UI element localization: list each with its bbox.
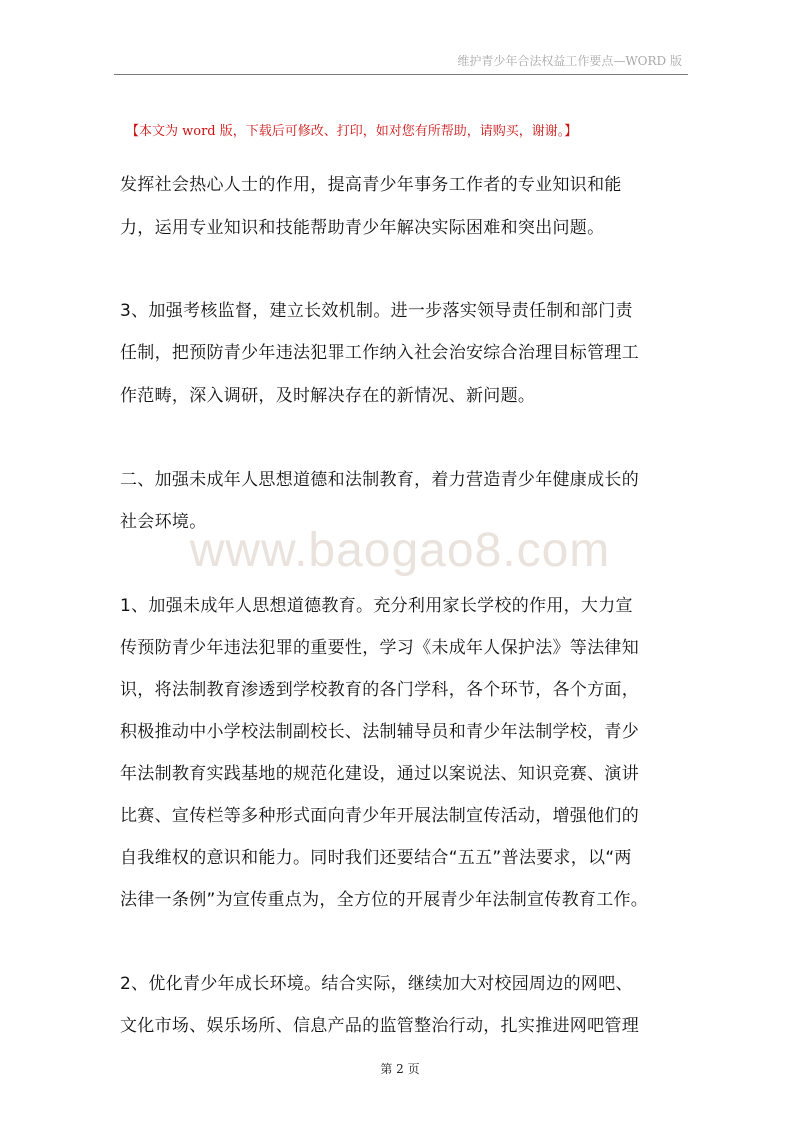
text-line: 文化市场、娱乐场所、信息产品的监管整治行动，扎实推进网吧管理 bbox=[120, 1016, 639, 1036]
text-line: 作范畴，深入调研，及时解决存在的新情况、新问题。 bbox=[120, 386, 536, 406]
text-line: 力，运用专业知识和技能帮助青少年解决实际困难和突出问题。 bbox=[120, 218, 605, 238]
text-line: 自我维权的意识和能力。同时我们还要结合“五五”普法要求，以“两 bbox=[120, 848, 632, 868]
text-line: 年法制教育实践基地的规范化建设，通过以案说法、知识竞赛、演讲 bbox=[120, 764, 639, 784]
header-divider bbox=[114, 74, 688, 75]
text-line: 识，将法制教育渗透到学校教育的各门学科，各个环节，各个方面， bbox=[120, 680, 639, 700]
text-line: 1、加强未成年人思想道德教育。充分利用家长学校的作用，大力宣 bbox=[120, 596, 633, 616]
page-number: 第 2 页 bbox=[380, 1062, 420, 1076]
text-line: 社会环境。 bbox=[120, 512, 207, 532]
text-line: 任制，把预防青少年违法犯罪工作纳入社会治安综合治理目标管理工 bbox=[120, 343, 639, 363]
header-title: 维护青少年合法权益工作要点—WORD 版 bbox=[457, 54, 682, 68]
text-line: 比赛、宣传栏等多种形式面向青少年开展法制宣传活动，增强他们的 bbox=[120, 806, 639, 826]
watermark: www.baogao8.com bbox=[189, 524, 611, 577]
text-line: 传预防青少年违法犯罪的重要性，学习《未成年人保护法》等法律知 bbox=[120, 638, 639, 658]
text-line: 法律一条例”为宣传重点为，全方位的开展青少年法制宣传教育工作。 bbox=[120, 890, 649, 910]
text-line: 积极推动中小学校法制副校长、法制辅导员和青少年法制学校，青少 bbox=[120, 722, 639, 742]
text-line: 二、加强未成年人思想道德和法制教育，着力营造青少年健康成长的 bbox=[120, 470, 639, 490]
text-line: 发挥社会热心人士的作用，提高青少年事务工作者的专业知识和能 bbox=[120, 175, 622, 195]
text-line: 3、加强考核监督，建立长效机制。进一步落实领导责任制和部门责 bbox=[120, 301, 633, 321]
text-line: 2、优化青少年成长环境。结合实际，继续加大对校园周边的网吧、 bbox=[120, 974, 633, 994]
download-notice: 【本文为 word 版，下载后可修改、打印，如对您有所帮助，请购买，谢谢。】 bbox=[126, 124, 578, 139]
